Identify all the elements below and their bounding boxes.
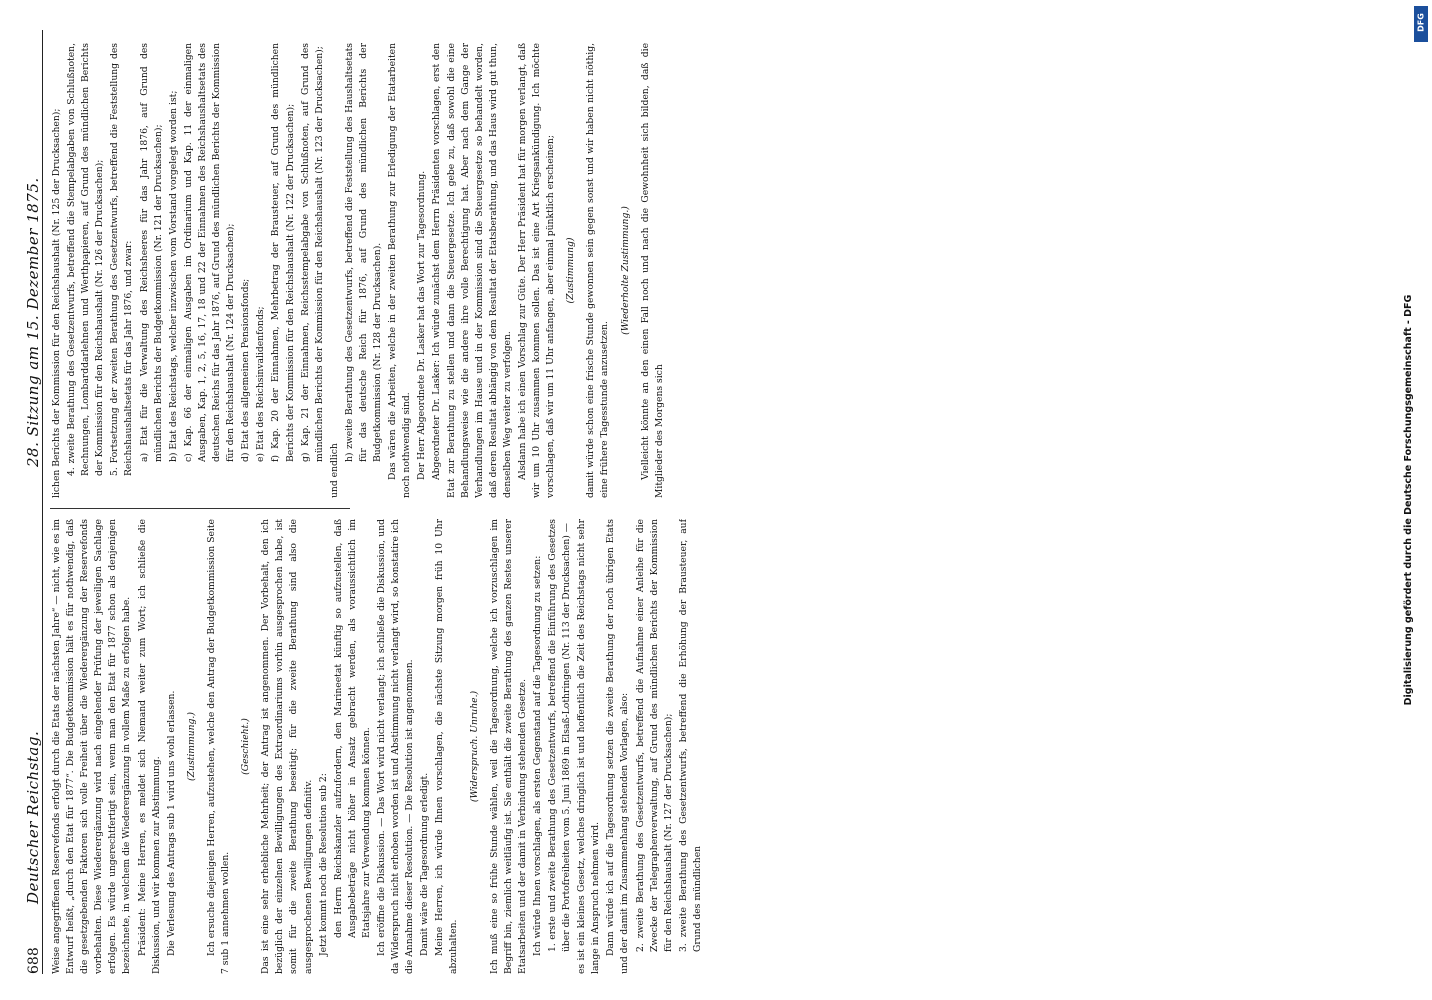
right-column-paragraph: c) Kap. 66 der einmaligen Ausgaben im Ordinarium und Kap. 11 der einmaligen Ausgaben, Kap. 1, 2, 5, 16, 17, 18 und 22 der Einnahmen des Reichshaushaltsetats des deutschen Reichs für das Jahr 1876, auf Grund des mündlichen Berichts der Kommission für den Reichshaushalt (Nr. 124 der Drucksachen); xyxy=(182,43,237,462)
left-column-paragraph: es ist ein kleines Gesetz, welches dringlich ist und hoffentlich die Zeit des Reichstags nicht sehr lange in Anspruch nehmen wird. xyxy=(576,519,602,974)
right-column-paragraph: Vielleicht könnte an den einen Fall noch und nach die Gewohnheit sich bilden, daß die Mitglieder des Morgens sich xyxy=(639,43,665,498)
right-column-paragraph: Der Herr Abgeordnete Dr. Lasker hat das Wort zur Tagesordnung. xyxy=(416,170,428,480)
left-column-paragraph: (Widerspruch. Unruhe.) xyxy=(468,690,480,803)
left-column-paragraph: Ich eröffne die Diskussion. — Das Wort wird nicht verlangt; ich schließe die Diskussion, und da Widerspruch nicht erhoben worden ist und Abstimmung nicht verlangt wird, so konstatire ich die Annahme dieser Resolution. — Die Resolution ist angenommen. xyxy=(375,519,416,974)
right-column-paragraph: Das wären die Arbeiten, welche in der zweiten Berathung zur Erledigung der Etatarbeiten noch nothwendig sind. xyxy=(387,43,413,498)
left-column-paragraph: Ich ersuche diejenigen Herren, aufzustehen, welche den Antrag der Budgetkommission Seite 7 sub 1 annehmen wollen. xyxy=(205,519,232,974)
left-column-paragraph: Damit wäre die Tagesordnung erledigt. xyxy=(419,772,431,956)
right-column-paragraph: b) Etat des Reichstags, welcher inzwischen vom Vorstand vorgelegt worden ist; xyxy=(167,90,179,462)
left-column-paragraph: 3. zweite Berathung des Gesetzentwurfs, betreffend die Erhöhung der Brausteuer, auf Grund des mündlichen xyxy=(677,519,703,952)
right-column-paragraph: 4. zweite Berathung des Gesetzentwurfs, betreffend die Stempelabgaben von Schlußnoten, Rechnungen, Lombarddarlehnen und Werthpapieren, auf Grund des mündlichen Berichts der Kommission für den Reichshaushalt (Nr. 126 der Drucksachen); xyxy=(66,43,106,476)
right-column-paragraph: g) Kap. 21 der Einnahmen, Reichsstempelabgabe von Schlußnoten, auf Grund des mündlichen Berichts der Kommission für den Reichshaushalt (Nr. 123 der Drucksachen); xyxy=(299,43,325,462)
right-column-paragraph: damit würde schon eine frische Stunde gewonnen sein gegen sonst und wir haben nicht nöthig, eine frühere Tagesstunde anzusetzen. xyxy=(585,43,611,498)
right-column-paragraph: e) Etat des Reichsinvalidenfonds; xyxy=(255,306,267,462)
left-column-paragraph: den Herrn Reichskanzler aufzufordern, den Marineetat künftig so aufzustellen, daß Ausgabebeträge nicht höher in Ansatz gebracht werden, als voraussichtlich im Etatsjahre zur Verwendung kommen können. xyxy=(332,519,372,938)
left-column-paragraph: Jetzt kommt noch die Resolution sub 2: xyxy=(317,773,329,956)
left-column-paragraph: Ich würde Ihnen vorschlagen, als ersten Gegenstand auf die Tagesordnung zu setzen: xyxy=(531,555,543,956)
left-column-paragraph: Ich muß eine so frühe Stunde wählen, weil die Tagesordnung, welche ich vorzuschlagen im Begriff bin, ziemlich weitläufig ist. Sie enthält die zweite Berathung des ganzen Restes unserer Etatsarbeiten und der damit in Verbindung stehenden Gesetze. xyxy=(488,519,528,974)
left-column-paragraph: Meine Herren, ich würde Ihnen vorschlagen, die nächste Sitzung morgen früh 10 Uhr abzuhalten. xyxy=(434,519,460,974)
right-column-paragraph: d) Etat des allgemeinen Pensionsfonds; xyxy=(240,278,252,462)
dfg-logo-text: DFG xyxy=(1416,13,1426,32)
left-column-paragraph: 2. zweite Berathung des Gesetzentwurfs, betreffend die Aufnahme einer Anleihe für die Zwecke der Telegraphenverwaltung, auf Grund des mündlichen Berichts der Kommission für den Reichshaushalt (Nr. 127 der Drucksachen); xyxy=(634,519,674,952)
session-title: 28. Sitzung am 15. Dezember 1875. xyxy=(24,177,42,467)
left-column-paragraph: Die Verlesung des Antrags sub 1 wird uns wohl erlassen. xyxy=(165,690,177,956)
column-divider xyxy=(50,508,350,509)
right-column-paragraph: Alsdann habe ich einen Vorschlag zur Güte. Der Herr Präsident hat für morgen verlangt, daß wir um 10 Uhr zusammen kommen sollen. Das ist eine Art Kriegsankündigung. Ich möchte vorschlagen, daß wir um 11 Uhr anfangen, aber einmal pünktlich erscheinen; xyxy=(517,43,557,498)
right-column-paragraph: Abgeordneter Dr. Lasker: Ich würde zunächst dem Herrn Präsidenten vorschlagen, erst den Etat zur Berathung zu stellen und dann die Steuergesetze. Ich gebe zu, daß sowohl die eine Behandlungsweise wie die andere ihre volle Berechtigung hat. Aber nach dem Gange der Verhandlungen im Hause und in der Kommission sind die Steuergesetze so behandelt worden, daß deren Resultat abhängig von dem Resultat der Etatsberathung, und das Haus wird gut thun, denselben Weg weiter zu verfolgen. xyxy=(431,43,513,498)
left-column-paragraph: Dann würde ich auf die Tagesordnung setzen die zweite Berathung der noch übrigen Etats und der damit im Zusammenhang stehenden Vorlagen, also: xyxy=(605,519,631,974)
left-column-paragraph: (Zustimmung.) xyxy=(185,712,197,781)
left-column-paragraph: (Geschieht.) xyxy=(240,718,252,775)
right-column-paragraph: 5. Fortsetzung der zweiten Berathung des Gesetzentwurfs, betreffend die Feststellung des Reichshaushaltsetats für das Jahr 1876, und zwar: xyxy=(109,43,135,476)
left-column-paragraph: Präsident: Meine Herren, es meldet sich Niemand weiter zum Wort; ich schließe die Diskussion, und wir kommen zur Abstimmung. xyxy=(136,519,162,974)
right-column-paragraph: (Wiederholte Zustimmung.) xyxy=(619,206,631,335)
page-header xyxy=(14,30,43,974)
right-column-paragraph: und endlich xyxy=(328,443,340,498)
left-column-paragraph: 1. erste und zweite Berathung des Gesetzentwurfs, betreffend die Einführung des Gesetzes über die Portofreiheiten vom 5. Juni 1869 in Elsaß-Lothringen (Nr. 113 der Drucksachen) — xyxy=(547,519,573,952)
digitization-credit: Digitalisierung gefördert durch die Deutsche Forschungsgemeinschaft - DFG xyxy=(1403,294,1414,706)
right-column-paragraph: h) zweite Berathung des Gesetzentwurfs, betreffend die Feststellung des Haushaltsetats für das deutsche Reich für 1876, auf Grund des mündlichen Berichts der Budgetkommission (Nr. 128 der Drucksachen). xyxy=(343,43,384,462)
right-column-paragraph: a) Etat für die Verwaltung des Reichsheeres für das Jahr 1876, auf Grund des mündlichen Berichts der Budgetkommission (Nr. 121 der Drucksachen); xyxy=(138,43,164,462)
left-column-paragraph: Weise angegriffenen Reservefonds erfolgt durch die Etats der nächsten Jahre“ — nicht, wie es im Entwurf heißt, „durch den Etat für 1877“. Die Budgetkommission hält es für nothwendig, daß die gesetzgebenden Faktoren sich volle Freiheit über die Wiederergänzung der Reservefonds vorbehalten. Diese Wiederergänzung wird nach eingehender Prüfung der jeweiligen Sachlage erfolgen. Es würde ungerechtfertigt sein, wenn man den Etat für 1877 schon als denjenigen bezeichnete, in welchem die Wiederergänzung in vollem Maße zu erfolgen habe. xyxy=(51,519,133,974)
left-column-paragraph: Das ist eine sehr erhebliche Mehrheit; der Antrag ist angenommen. Der Vorbehalt, den ich bezüglich der einzelnen Bewilligungen des Extraordinariums vorhin ausgesprochen habe, ist somit für die zweite Berathung beseitigt; für die zweite Berathung sind also die ausgesprochenen Bewilligungen definitiv. xyxy=(260,519,314,974)
page-number: 688 xyxy=(26,947,42,974)
right-column-paragraph: f) Kap. 20 der Einnahmen, Mehrbetrag der Brausteuer, auf Grund des mündlichen Berichts der Kommission für den Reichshaushalt (Nr. 122 der Drucksachen); xyxy=(270,43,296,462)
running-title: Deutscher Reichstag. xyxy=(24,730,42,904)
right-column-paragraph: (Zustimmung) xyxy=(565,237,577,304)
right-column-paragraph: lichen Berichts der Kommission für den Reichshaushalt (Nr. 125 der Drucksachen); xyxy=(51,108,62,498)
left-text-column xyxy=(50,519,950,974)
right-text-column xyxy=(50,43,950,498)
